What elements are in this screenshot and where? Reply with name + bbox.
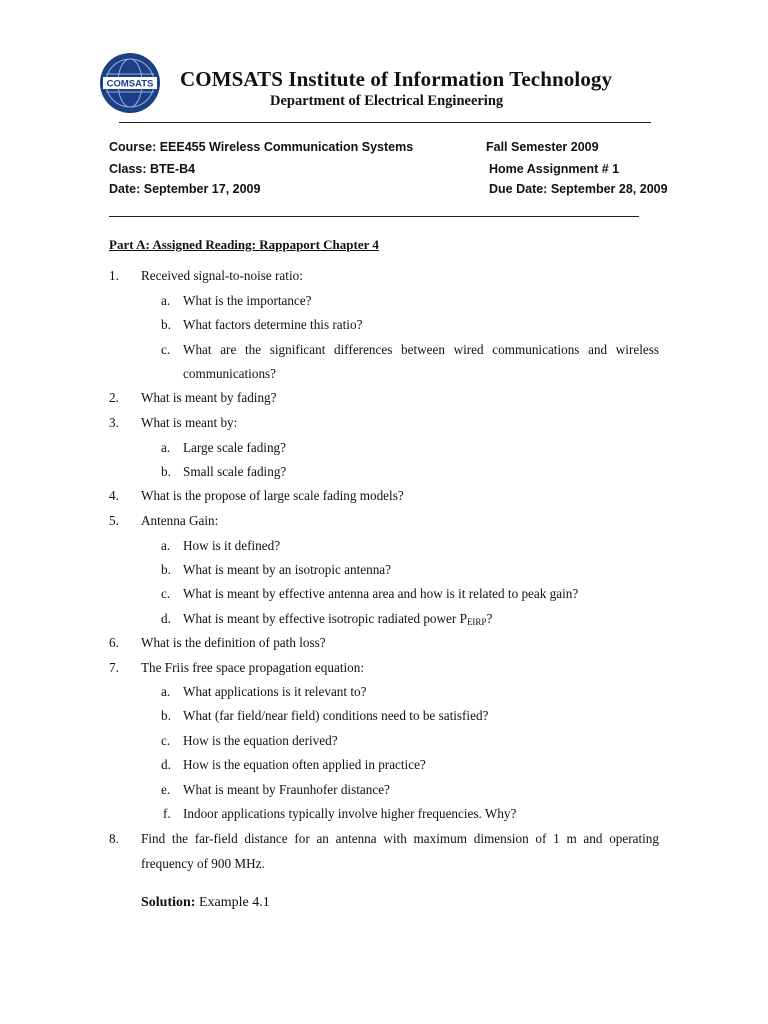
q7-sub-d-text: How is the equation often applied in practice? [183, 757, 426, 772]
q1-sub-c-text: What are the significant differences between wired communications and wireless [183, 342, 659, 357]
question-1-number: 1. [109, 268, 119, 283]
solution-label: Solution: [141, 895, 196, 910]
question-3-number: 3. [109, 415, 119, 430]
question-6-number: 6. [109, 635, 119, 650]
q3-sub-b-text: Small scale fading? [183, 464, 287, 479]
q7-sub-b-label: b. [161, 708, 171, 723]
q7-sub-e-label: e. [161, 782, 171, 797]
part-a-heading: Part A: Assigned Reading: Rappaport Chapter 4 [109, 237, 379, 252]
q1-sub-b-label: b. [161, 317, 171, 332]
question-8-number: 8. [109, 831, 119, 846]
info-divider [109, 208, 639, 217]
q1-sub-a-label: a. [161, 293, 171, 308]
q1-sub-a-text: What is the importance? [183, 293, 312, 308]
question-3-text: What is meant by: [141, 415, 238, 430]
q5-sub-c-text: What is meant by effective antenna area and how is it related to peak gain? [183, 586, 579, 601]
assignment-label: Home Assignment # 1 [489, 162, 620, 176]
semester-label: Fall Semester 2009 [486, 140, 599, 154]
due-date-label: Due Date: September 28, 2009 [489, 182, 668, 196]
q7-sub-f-label: f. [163, 806, 171, 821]
question-4-text: What is the propose of large scale fading models? [141, 488, 404, 503]
q5-sub-b-label: b. [161, 562, 171, 577]
eirp-subscript: EIRP [466, 617, 487, 627]
q7-sub-c-label: c. [161, 733, 171, 748]
q7-sub-b-text: What (far field/near field) conditions need to be satisfied? [183, 708, 489, 723]
q3-sub-b-label: b. [161, 464, 171, 479]
q5-sub-a-text: How is it defined? [183, 538, 281, 553]
svg-text:COMSATS: COMSATS [106, 78, 154, 90]
comsats-logo [99, 52, 161, 114]
q5-sub-c-label: c. [161, 586, 171, 601]
q7-sub-f-text: Indoor applications typically involve higher frequencies. Why? [183, 806, 517, 821]
q3-sub-a-text: Large scale fading? [183, 440, 287, 455]
q1-sub-b-text: What factors determine this ratio? [183, 317, 363, 332]
q5-sub-a-label: a. [161, 538, 171, 553]
date-label: Date: September 17, 2009 [109, 182, 261, 196]
question-2-text: What is meant by fading? [141, 390, 277, 405]
course-label: Course: EEE455 Wireless Communication Systems [109, 140, 414, 154]
department-title: Department of Electrical Engineering [270, 93, 504, 109]
institution-title: COMSATS Institute of Information Technology [180, 67, 613, 91]
question-4-number: 4. [109, 488, 119, 503]
question-2-number: 2. [109, 390, 119, 405]
header-divider [119, 114, 651, 123]
q5-sub-d-text: What is meant by effective isotropic radiated power $P_{EIRP}$? [183, 611, 493, 627]
solution-text: Example 4.1 [195, 895, 270, 910]
solution-line [141, 895, 270, 911]
q5-sub-b-text: What is meant by an isotropic antenna? [183, 562, 391, 577]
question-6-text: What is the definition of path loss? [141, 635, 326, 650]
q7-sub-d-label: d. [161, 757, 171, 772]
q1-sub-c-label: c. [161, 342, 171, 357]
class-label: Class: BTE-B4 [109, 162, 196, 176]
question-7-text: The Friis free space propagation equation: [141, 660, 365, 675]
question-8-continuation: frequency of 900 MHz. [141, 856, 265, 871]
q7-sub-a-label: a. [161, 684, 171, 699]
q7-sub-e-text: What is meant by Fraunhofer distance? [183, 782, 390, 797]
q5-sub-d-label: d. [161, 611, 171, 626]
question-5-number: 5. [109, 513, 119, 528]
question-8-text: Find the far-field distance for an antenna with maximum dimension of 1 m and operating [141, 831, 659, 846]
q7-sub-c-text: How is the equation derived? [183, 733, 338, 748]
question-5-text: Antenna Gain: [141, 513, 219, 528]
question-7-number: 7. [109, 660, 119, 675]
question-1-text: Received signal-to-noise ratio: [141, 268, 303, 283]
q3-sub-a-label: a. [161, 440, 171, 455]
q1-sub-c-continuation: communications? [183, 366, 277, 381]
q7-sub-a-text: What applications is it relevant to? [183, 684, 367, 699]
